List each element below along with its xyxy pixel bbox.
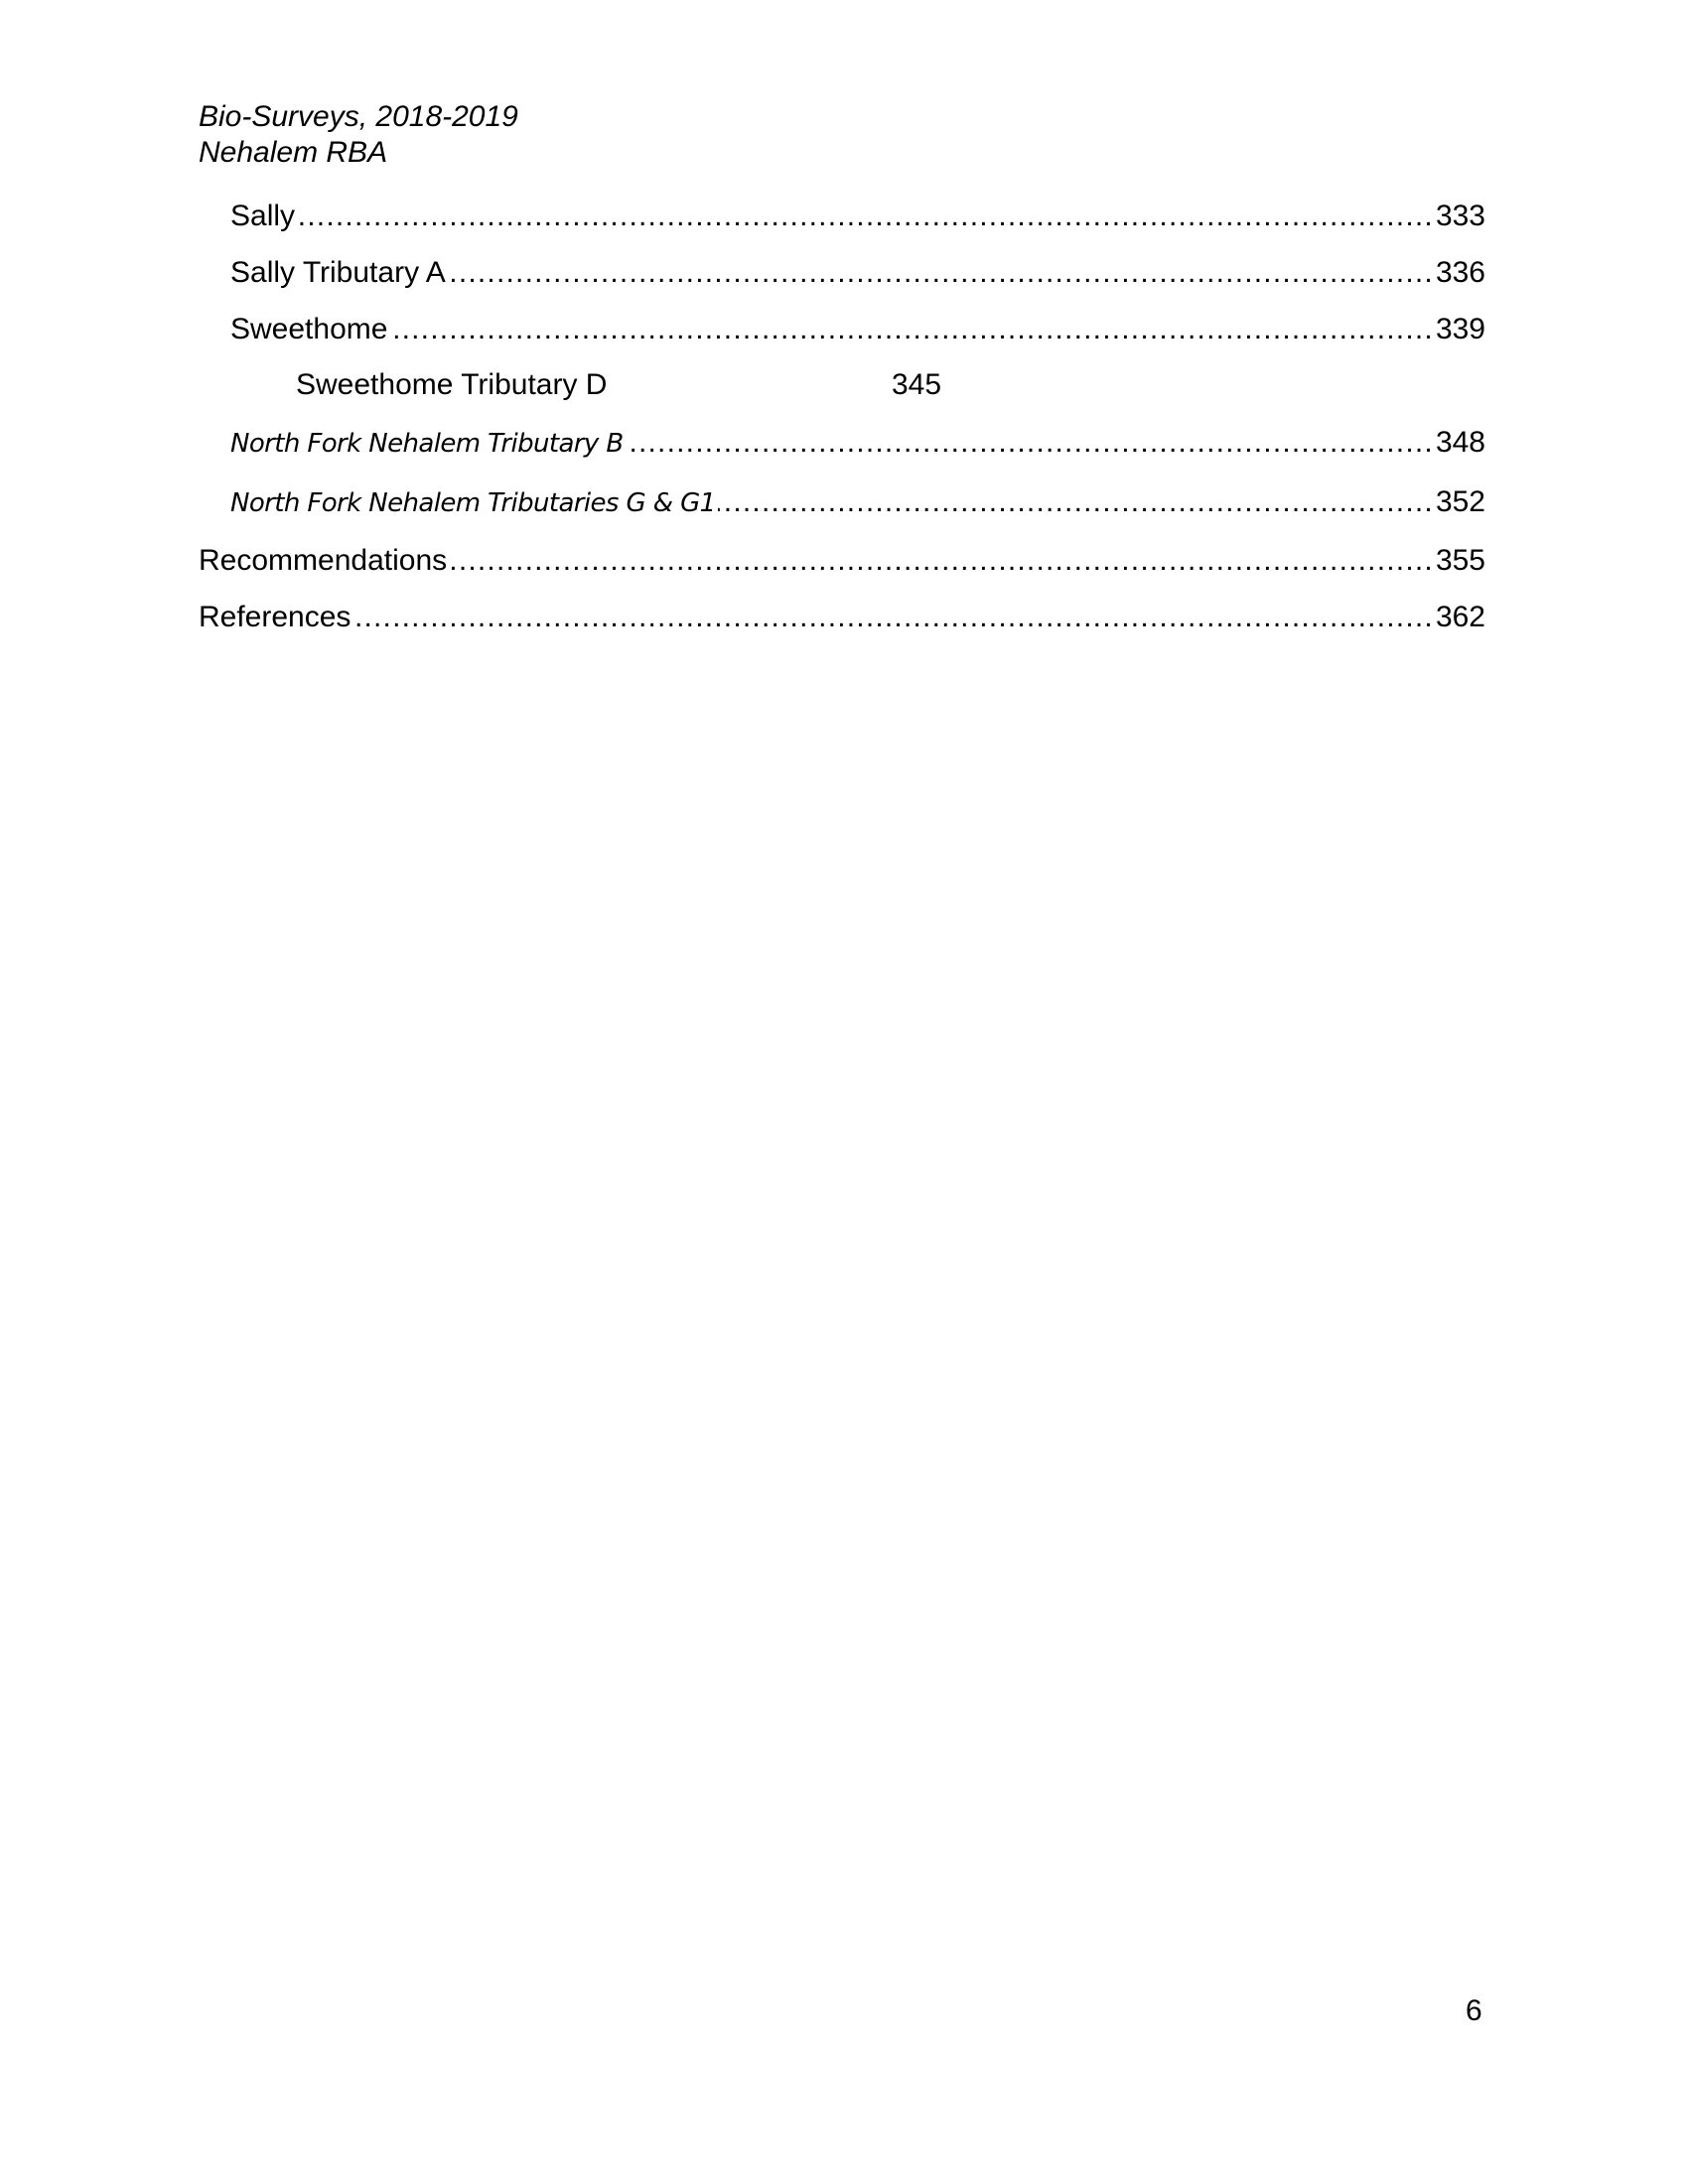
toc-entry-sally[interactable] — [230, 199, 1485, 234]
toc-entry-label: Sally Tributary A — [230, 256, 446, 289]
toc-entry-label: Sweethome — [230, 313, 388, 345]
toc-entry-label: Recommendations — [199, 544, 448, 577]
dot-leader — [297, 199, 1434, 234]
dot-leader — [449, 543, 1434, 579]
dot-leader — [448, 255, 1434, 291]
header-title: Bio-Surveys, 2018-2019 — [199, 100, 518, 133]
header-subtitle: Nehalem RBA — [199, 136, 388, 169]
toc-entry-page: 333 — [1435, 200, 1485, 232]
dot-leader — [718, 484, 1434, 520]
toc-entry-label: Sally — [230, 200, 296, 232]
toc-entry-page: 348 — [1435, 426, 1485, 459]
toc-entry-sweethome[interactable] — [230, 312, 1485, 347]
dot-leader — [626, 425, 1434, 461]
toc-entry-label: Sweethome Tributary D — [296, 368, 608, 401]
dot-leader — [352, 600, 1434, 635]
toc-entry-north-fork-nehalem-tributaries-g-g1[interactable] — [230, 484, 1485, 521]
toc-entry-recommendations[interactable] — [199, 543, 1485, 579]
toc-entry-page: 362 — [1435, 601, 1485, 633]
toc-entry-page: 336 — [1435, 256, 1485, 289]
toc-entry-label: North Fork Nehalem Tributaries G & G1 — [230, 488, 716, 518]
toc-entry-page: 339 — [1435, 313, 1485, 345]
running-header — [199, 99, 518, 171]
page-number: 6 — [1466, 1994, 1482, 2027]
toc-entry-label: North Fork Nehalem Tributary B — [230, 429, 624, 459]
toc-entry-references[interactable] — [199, 600, 1485, 635]
toc-entry-page: 352 — [1435, 485, 1485, 518]
dot-leader — [389, 312, 1434, 347]
toc-entry-north-fork-nehalem-tributary-b[interactable] — [230, 425, 1485, 462]
toc-entry-page: 345 — [892, 368, 942, 401]
toc-entry-sweethome-tributary-d[interactable] — [296, 367, 942, 403]
toc-entry-sally-tributary-a[interactable] — [230, 255, 1485, 291]
toc-entry-label: References — [199, 601, 352, 633]
toc-entry-page: 355 — [1435, 544, 1485, 577]
